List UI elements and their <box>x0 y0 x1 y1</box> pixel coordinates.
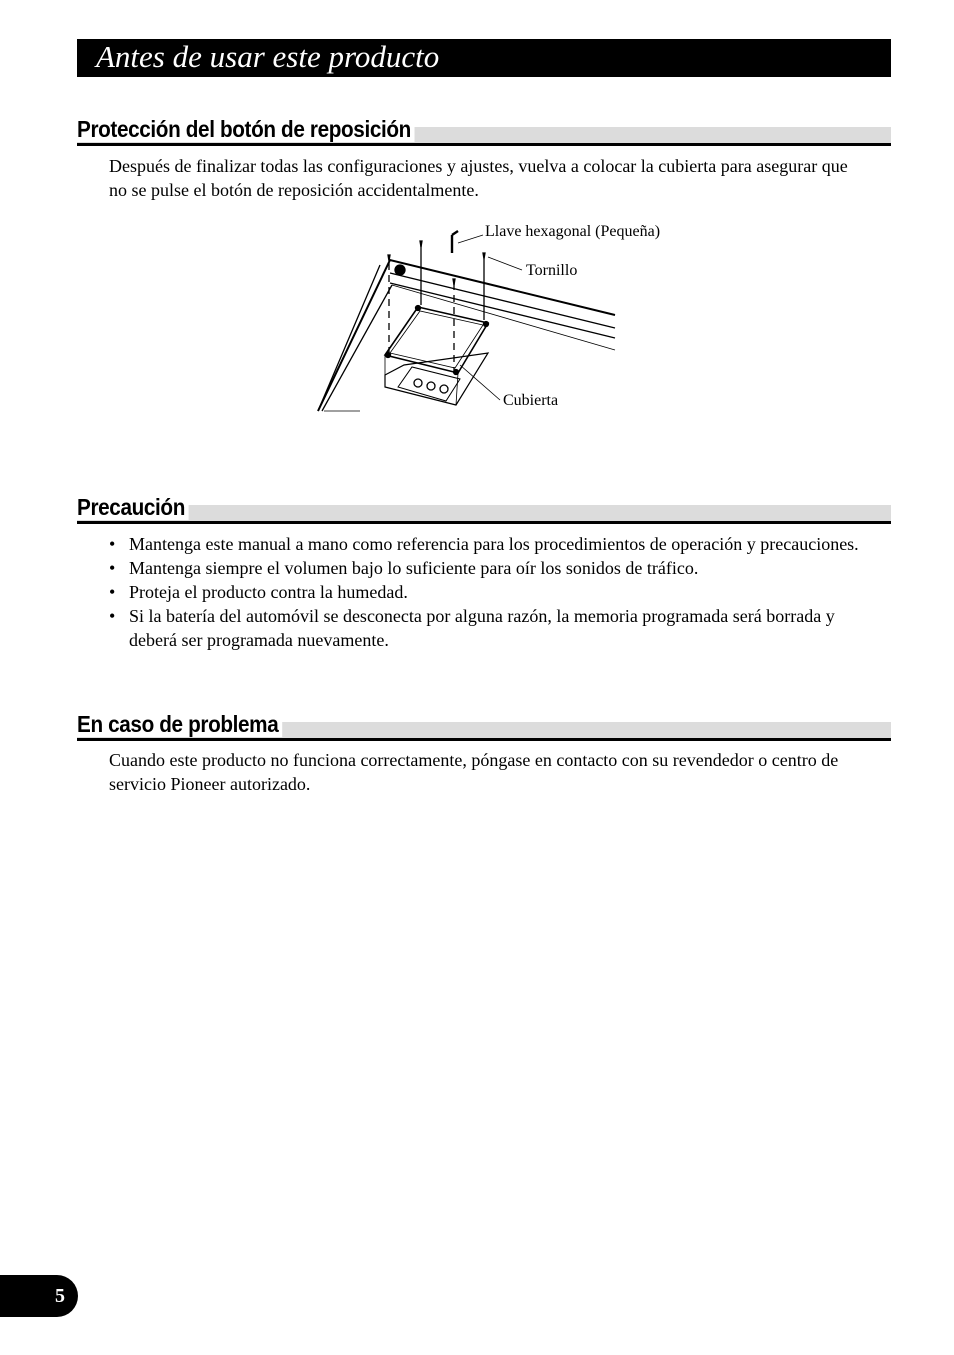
page-number-tab <box>0 1275 78 1317</box>
section-heading-label: Protección del botón de reposición <box>77 116 415 142</box>
bullet-dot: • <box>109 606 116 626</box>
chapter-title-bar <box>77 39 891 77</box>
list-item <box>109 532 869 556</box>
figure-label-cover: Cubierta <box>503 392 559 409</box>
list-item <box>109 604 869 652</box>
section-heading-troubleshooting <box>77 711 891 741</box>
section-heading-reset-protection <box>77 116 891 146</box>
section-heading-precaution <box>77 494 891 524</box>
figure-label-screw: Tornillo <box>526 262 578 279</box>
list-item-text: Si la batería del automóvil se desconecta por alguna razón, la memoria programada será borrada y deberá ser programada nuevamente. <box>129 606 835 650</box>
troubleshooting-paragraph: Cuando este producto no funciona correctamente, póngase en contacto con su revendedor o centro de servicio Pioneer autorizado. <box>109 750 839 794</box>
section-heading-label: En caso de problema <box>77 711 282 737</box>
heading-rule <box>77 143 891 146</box>
heading-band <box>77 505 891 521</box>
list-item-text: Mantenga este manual a mano como referencia para los procedimientos de operación y precauciones. <box>129 534 859 554</box>
precaution-list <box>109 532 869 652</box>
list-item <box>109 556 869 580</box>
list-item-text: Mantenga siempre el volumen bajo lo suficiente para oír los sonidos de tráfico. <box>129 558 699 578</box>
list-item-text: Proteja el producto contra la humedad. <box>129 582 408 602</box>
page-number: 5 <box>55 1285 65 1307</box>
heading-rule <box>77 521 891 524</box>
bullet-dot: • <box>109 558 116 578</box>
figure-label-hex-key: Llave hexagonal (Pequeña) <box>485 223 661 240</box>
bullet-dot: • <box>109 534 116 554</box>
reset-protection-paragraph: Después de finalizar todas las configuraciones y ajustes, vuelva a colocar la cubierta para asegurar que no se pulse el botón de reposición accidentalmente. <box>109 156 848 200</box>
chapter-title: Antes de usar este producto <box>96 39 440 74</box>
section-heading-label: Precaución <box>77 494 189 520</box>
cover-installation-figure <box>300 215 720 425</box>
heading-rule <box>77 738 891 741</box>
list-item <box>109 580 869 604</box>
bullet-dot: • <box>109 582 116 602</box>
